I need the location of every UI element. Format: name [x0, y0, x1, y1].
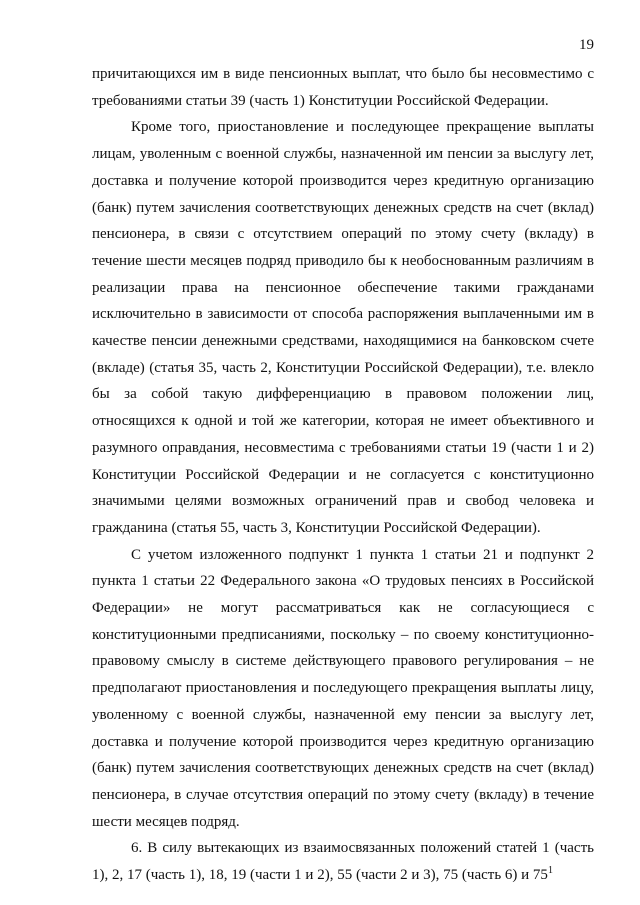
page-number: 19	[579, 37, 594, 53]
document-body	[92, 61, 594, 889]
paragraph-payment-suspension: Кроме того, приостановление и последующее прекращение выплаты лицам, уволенным с военной службы, назначенной им пенсии за выслугу лет, доставка и получение которой производится через кредитную организацию (банк) путем зачисления соответствующих денежных средств на счет (вклад) пенсионера, в связи с отсутствием операций по этому счету (вкладу) в течение шести месяцев подряд приводило бы к необоснованным различиям в реализации права на пенсионное обеспечение такими гражданами исключительно в зависимости от способа распоряжения выплаченными им в качестве пенсии денежными средствами, находящимися на банковском счете (вкладе) (статья 35, часть 2, Конституции Российской Федерации), т.е. влекло бы за собой такую дифференциацию в правовом положении лиц, относящихся к одной и той же категории, которая не имеет объективного и разумного оправдания, несовместима с требованиями статьи 19 (части 1 и 2) Конституции Российской Федерации и не согласуется с конституционно значимыми целями возможных ограничений прав и свобод человека и гражданина (статья 55, часть 3, Конституции Российской Федерации).	[92, 119, 594, 536]
paragraph-conclusion: С учетом изложенного подпункт 1 пункта 1 статьи 21 и подпункт 2 пункта 1 статьи 22 Федерального закона «О трудовых пенсиях в Российской Федерации» не могут рассматриваться как не согласующиеся с конституционными предписаниями, поскольку – по своему конституционно-правовому смыслу в системе действующего правового регулирования – не предполагают приостановления и последующего прекращения выплаты лицу, уволенному с военной службы, назначенной ему пенсии за выслугу лет, доставка и получение которой производится через кредитную организацию (банк) путем зачисления соответствующих денежных средств на счет (вклад) пенсионера, в случае отсутствия операций по этому счету (вкладу) в течение шести месяцев подряд.	[92, 546, 594, 830]
article-superscript: 1	[547, 865, 553, 877]
paragraph-item-6	[92, 835, 594, 888]
paragraph-item-6-text: 6. В силу вытекающих из взаимосвязанных положений статей 1 (часть 1), 2, 17 (часть 1), 18, 19 (части 1 и 2), 55 (части 2 и 3), 75 (часть 6) и 75	[92, 840, 594, 884]
paragraph-continuation: причитающихся им в виде пенсионных выплат, что было бы несовместимо с требованиями статьи 39 (часть 1) Конституции Российской Федерации.	[92, 66, 594, 109]
